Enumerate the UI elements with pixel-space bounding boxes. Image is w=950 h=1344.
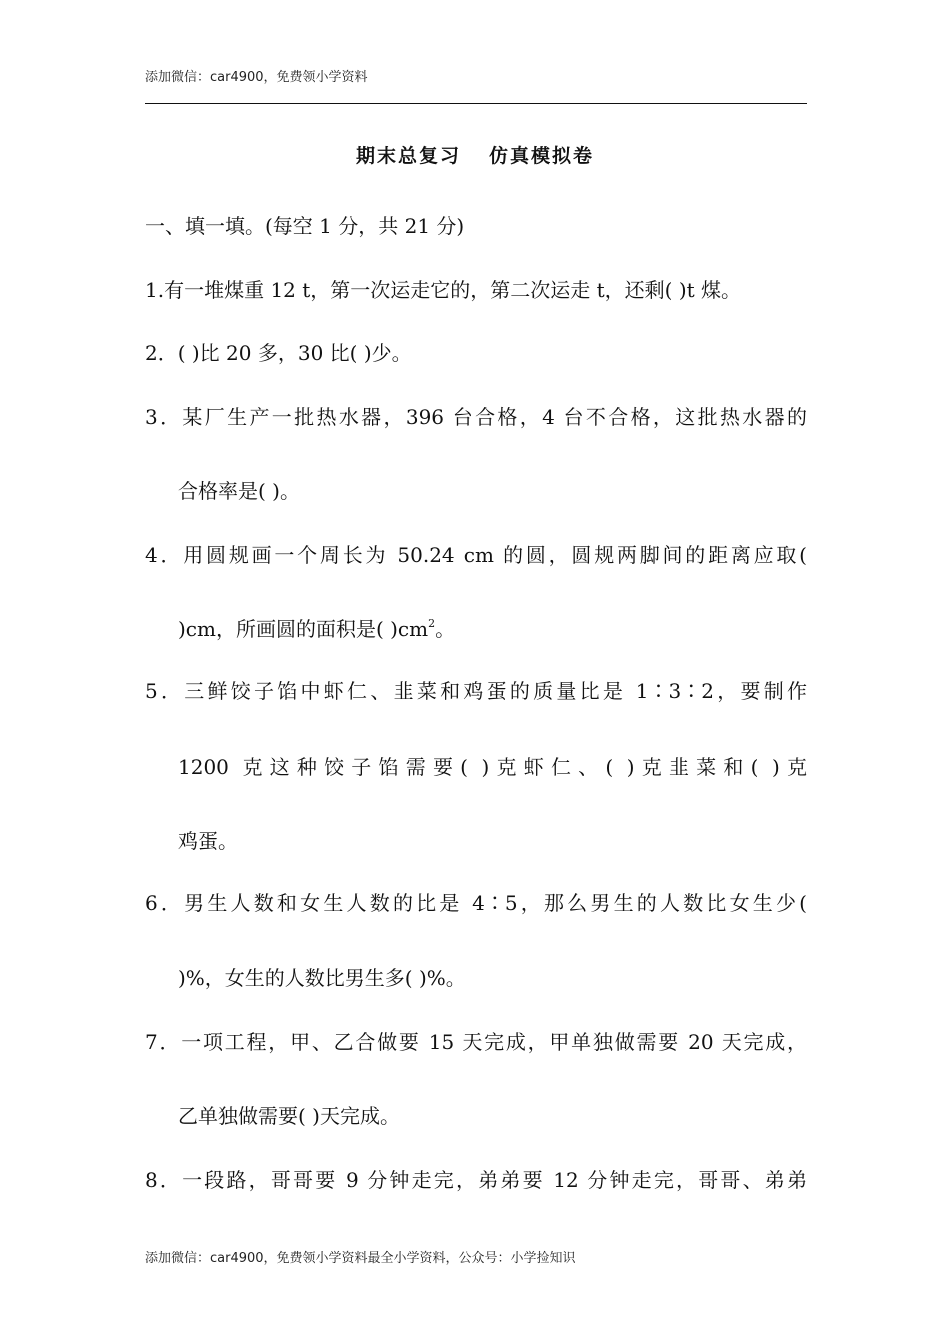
question-4-line-2 <box>178 615 455 643</box>
page-footer-text: 添加微信：car4900，免费领小学资料最全小学资料，公众号：小学捡知识 <box>145 1251 576 1266</box>
question-5-line-1: 5．三鲜饺子馅中虾仁、韭菜和鸡蛋的质量比是 1∶3∶2，要制作 <box>145 679 807 703</box>
question-4-line-2-text: )cm，所画圆的面积是( )cm <box>178 617 429 641</box>
question-4-line-1: 4．用圆规画一个周长为 50.24 cm 的圆，圆规两脚间的距离应取( <box>145 543 807 567</box>
question-3-line-1: 3．某厂生产一批热水器，396 台合格，4 台不合格，这批热水器的 <box>145 405 807 429</box>
page-title <box>0 141 950 168</box>
question-6-line-1: 6．男生人数和女生人数的比是 4∶5，那么男生的人数比女生少( <box>145 891 807 915</box>
section-heading: 一、填一填。(每空 1 分，共 21 分) <box>145 214 465 238</box>
title-part-2: 仿真模拟卷 <box>489 145 595 167</box>
question-6-line-2: )%，女生的人数比男生多( )%。 <box>178 966 466 990</box>
header-divider <box>145 103 807 104</box>
page-header-text: 添加微信：car4900，免费领小学资料 <box>145 70 368 85</box>
title-part-1: 期末总复习 <box>355 145 461 167</box>
question-5-line-2: 1200 克这种饺子馅需要( )克虾仁、( )克韭菜和( )克 <box>178 755 807 779</box>
question-1-line-1: 1.有一堆煤重 12 t，第一次运走它的，第二次运走 t，还剩( )t 煤。 <box>145 278 742 302</box>
question-7-line-1: 7．一项工程，甲、乙合做要 15 天完成，甲单独做需要 20 天完成， <box>145 1030 807 1054</box>
superscript-2: 2 <box>428 617 436 630</box>
question-3-line-2: 合格率是( )。 <box>178 479 300 503</box>
question-8-line-1: 8．一段路，哥哥要 9 分钟走完，弟弟要 12 分钟走完，哥哥、弟弟 <box>145 1168 807 1192</box>
question-7-line-2: 乙单独做需要( )天完成。 <box>178 1104 400 1128</box>
question-5-line-3: 鸡蛋。 <box>178 829 238 853</box>
question-4-line-2-end: 。 <box>435 617 456 641</box>
question-2-line-1: 2．( )比 20 多，30 比( )少。 <box>145 341 412 365</box>
